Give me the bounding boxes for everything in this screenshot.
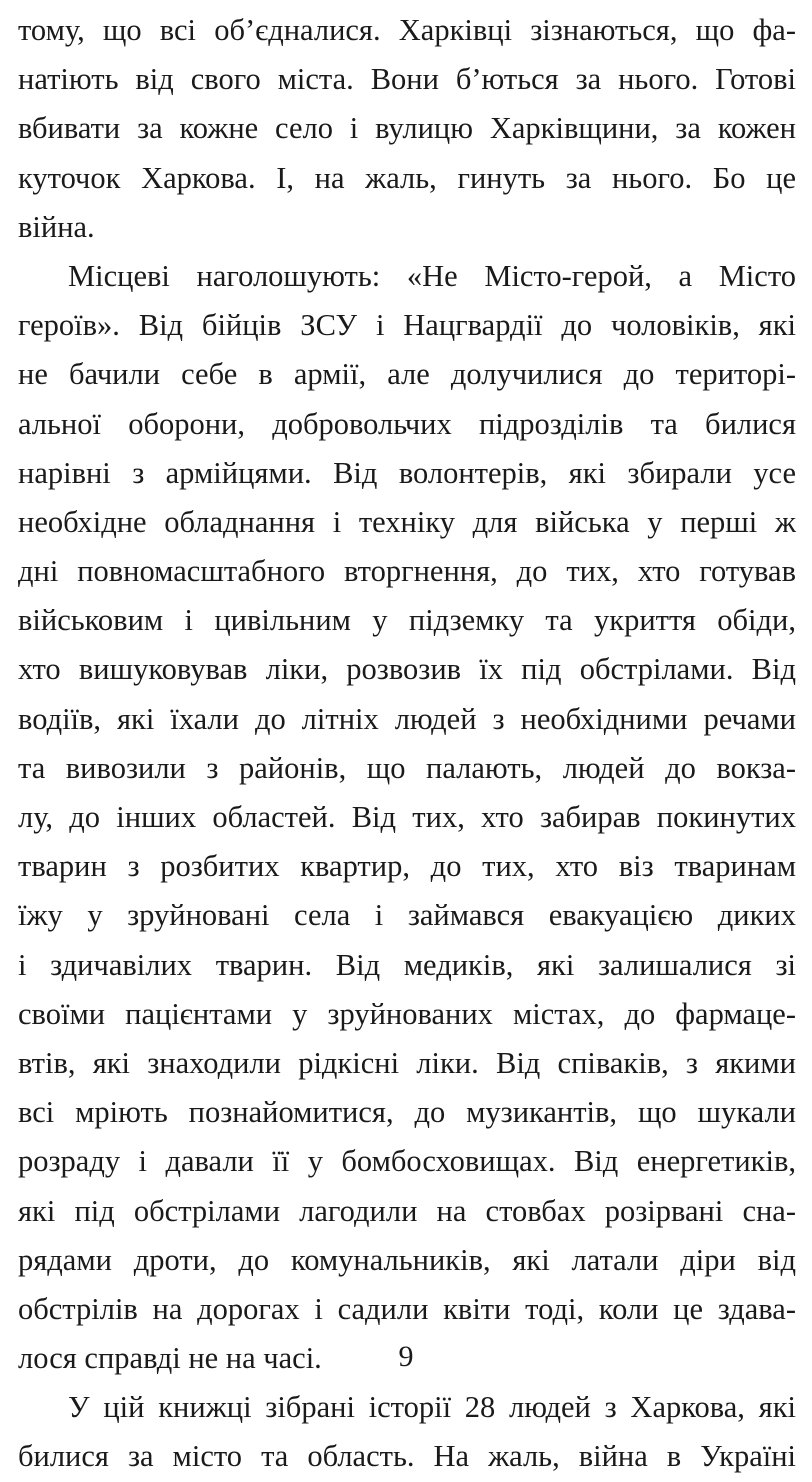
text-line: лося справді не на часі.: [18, 1341, 322, 1376]
text-line: водіїв, які їхали до літніх людей з необхідними речами: [18, 701, 796, 736]
text-line: своїми пацієнтами у зруйнованих містах, до фармаце-: [18, 996, 796, 1031]
text-line: тому, що всі об’єдналися. Харківці зізнаються, що фа-: [18, 13, 796, 47]
text-line: вбивати за кожне село і вулицю Харківщини, за кожен: [18, 111, 796, 146]
text-line: і здичавілих тварин. Від медиків, які залишалися зі: [18, 947, 796, 982]
paragraph: [18, 6, 796, 252]
text-line: Місцеві наголошують: «Не Місто-герой, а Місто: [68, 258, 796, 293]
text-line: натіють від свого міста. Вони б’ються за нього. Готові: [18, 62, 796, 97]
text-line: нарівні з армійцями. Від волонтерів, які збирали усе: [18, 455, 796, 490]
text-line: рядами дроти, до комунальників, які латали діри від: [18, 1242, 796, 1277]
page-number: 9: [398, 1340, 414, 1373]
text-line: хто вишуковував ліки, розвозив їх під обстрілами. Від: [18, 652, 796, 687]
body-text: [18, 6, 796, 1482]
text-line: необхідне обладнання і техніку для війська у перші ж: [18, 504, 796, 539]
text-line: альної оборони, добровольчих підрозділів та билися: [18, 406, 796, 441]
paragraph: [18, 1383, 796, 1481]
text-line: їжу у зруйновані села і займався евакуацією диких: [18, 898, 796, 933]
text-line: не бачили себе в армії, але долучилися до територі-: [18, 357, 796, 392]
text-line: та вивозили з районів, що палають, людей до вокза-: [18, 750, 796, 785]
text-line: які під обстрілами лагодили на стовбах розірвані сна-: [18, 1193, 796, 1228]
text-line: У цій книжці зібрані історії 28 людей з Харкова, які: [68, 1390, 796, 1425]
text-line: лу, до інших областей. Від тих, хто забирав покинутих: [18, 800, 796, 834]
text-line: дні повномасштабного вторгнення, до тих, хто готував: [18, 554, 796, 589]
text-line: війна.: [18, 209, 95, 244]
text-line: втів, які знаходили рідкісні ліки. Від співаків, з якими: [18, 1045, 796, 1080]
text-line: військовим і цивільним у підземку та укриття обіди,: [18, 603, 796, 638]
text-line: розраду і давали її у бомбосховищах. Від енергетиків,: [18, 1144, 796, 1179]
text-line: билися за місто та область. На жаль, війна в Україні: [18, 1439, 796, 1474]
text-line: всі мріють познайомитися, до музикантів, що шукали: [18, 1095, 796, 1130]
paragraph: [18, 252, 796, 1383]
text-line: куточок Харкова. І, на жаль, гинуть за нього. Бо це: [18, 160, 796, 195]
text-line: обстрілів на дорогах і садили квіти тоді, коли це здава-: [18, 1291, 796, 1326]
text-line: героїв». Від бійців ЗСУ і Нацгвардії до чоловіків, які: [18, 308, 796, 343]
text-line: тварин з розбитих квартир, до тих, хто віз тваринам: [18, 849, 796, 884]
